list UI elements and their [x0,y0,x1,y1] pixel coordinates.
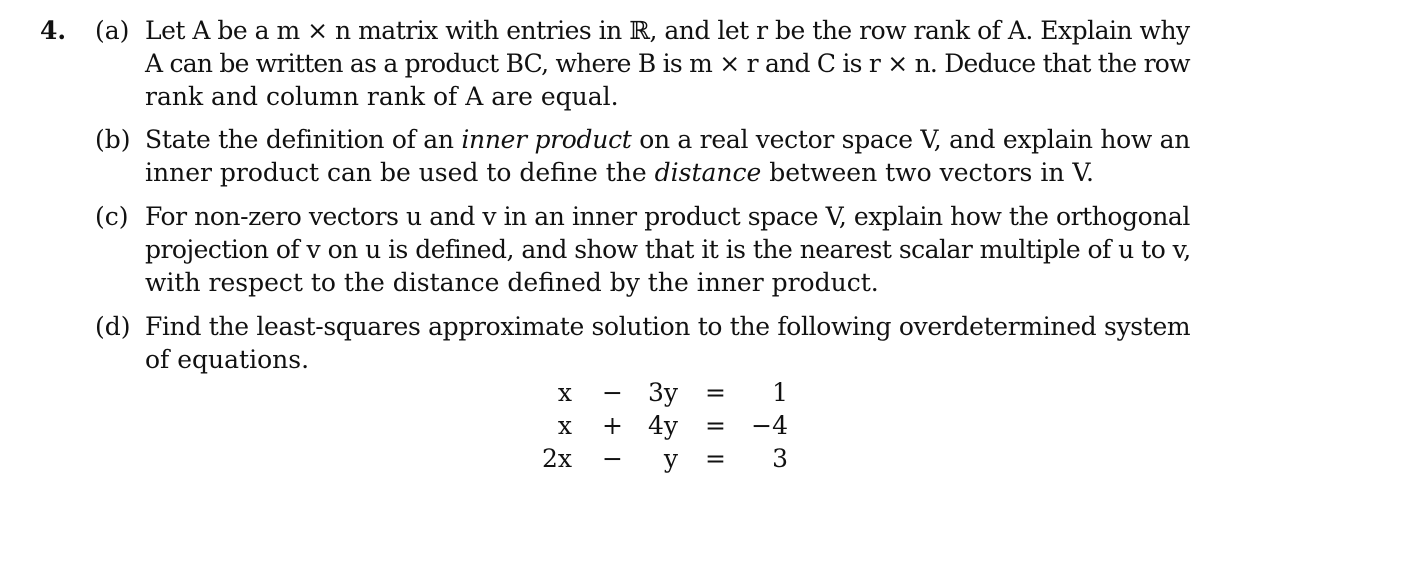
part-d-line-2: of equations. [145,345,310,374]
eq-equals: = [705,444,726,473]
eq-equals: = [705,411,726,440]
part-d-label: (d) [95,312,131,341]
part-b [95,123,1190,189]
part-d-line-1: Find the least-squares approximate solution to the following overdetermined system [145,312,1191,341]
equation-row [540,442,800,475]
eq-rhs: 3 [772,444,788,473]
part-c-line-2: projection of v on u is defined, and show that it is the nearest scalar multiple of u to v, [145,235,1191,264]
question-number: 4. [40,16,67,45]
distance-term: distance [654,158,762,187]
eq-term-x: x [557,378,572,407]
part-a-text [145,14,1190,113]
part-c-text [145,200,1190,299]
equation-row [540,376,800,409]
eq-operator: − [602,378,623,407]
part-b-label: (b) [95,125,131,154]
part-b-line-2-post: between two vectors in V. [761,158,1095,187]
part-c-line-1: For non-zero vectors u and v in an inner product space V, explain how the orthogonal [145,202,1190,231]
eq-operator: − [602,444,623,473]
eq-rhs: 1 [772,378,788,407]
part-b-line-2-pre: inner product can be used to define the [145,158,655,187]
eq-rhs: −4 [751,411,788,440]
part-b-line-2 [145,156,1190,189]
eq-term-y: y [663,444,678,473]
eq-equals: = [705,378,726,407]
part-d [95,310,1190,376]
part-a-line-2: A can be written as a product BC, where B is m × r and C is r × n. Deduce that the row [145,49,1190,78]
eq-operator: + [602,411,623,440]
part-a-label: (a) [95,16,130,45]
part-c [95,200,1190,299]
eq-term-y: 4y [647,411,678,440]
part-c-label: (c) [95,202,129,231]
part-b-text [145,123,1190,189]
eq-term-y: 3y [647,378,678,407]
inner-product-term: inner product [461,125,632,154]
part-a-line-1: Let A be a m × n matrix with entries in ℝ, and let r be the row rank of A. Explain why [145,16,1190,45]
eq-term-x: 2x [541,444,572,473]
part-d-text [145,310,1190,376]
part-a-line-3: rank and column rank of A are equal. [145,82,619,111]
part-b-line-1-pre: State the definition of an [145,125,462,154]
part-c-line-3: with respect to the distance defined by the inner product. [145,268,879,297]
part-a [95,14,1190,113]
eq-term-x: x [557,411,572,440]
part-b-line-1-post: on a real vector space V, and explain how an [631,125,1191,154]
part-b-line-1 [145,123,1190,156]
equation-system [540,376,800,475]
equation-row [540,409,800,442]
